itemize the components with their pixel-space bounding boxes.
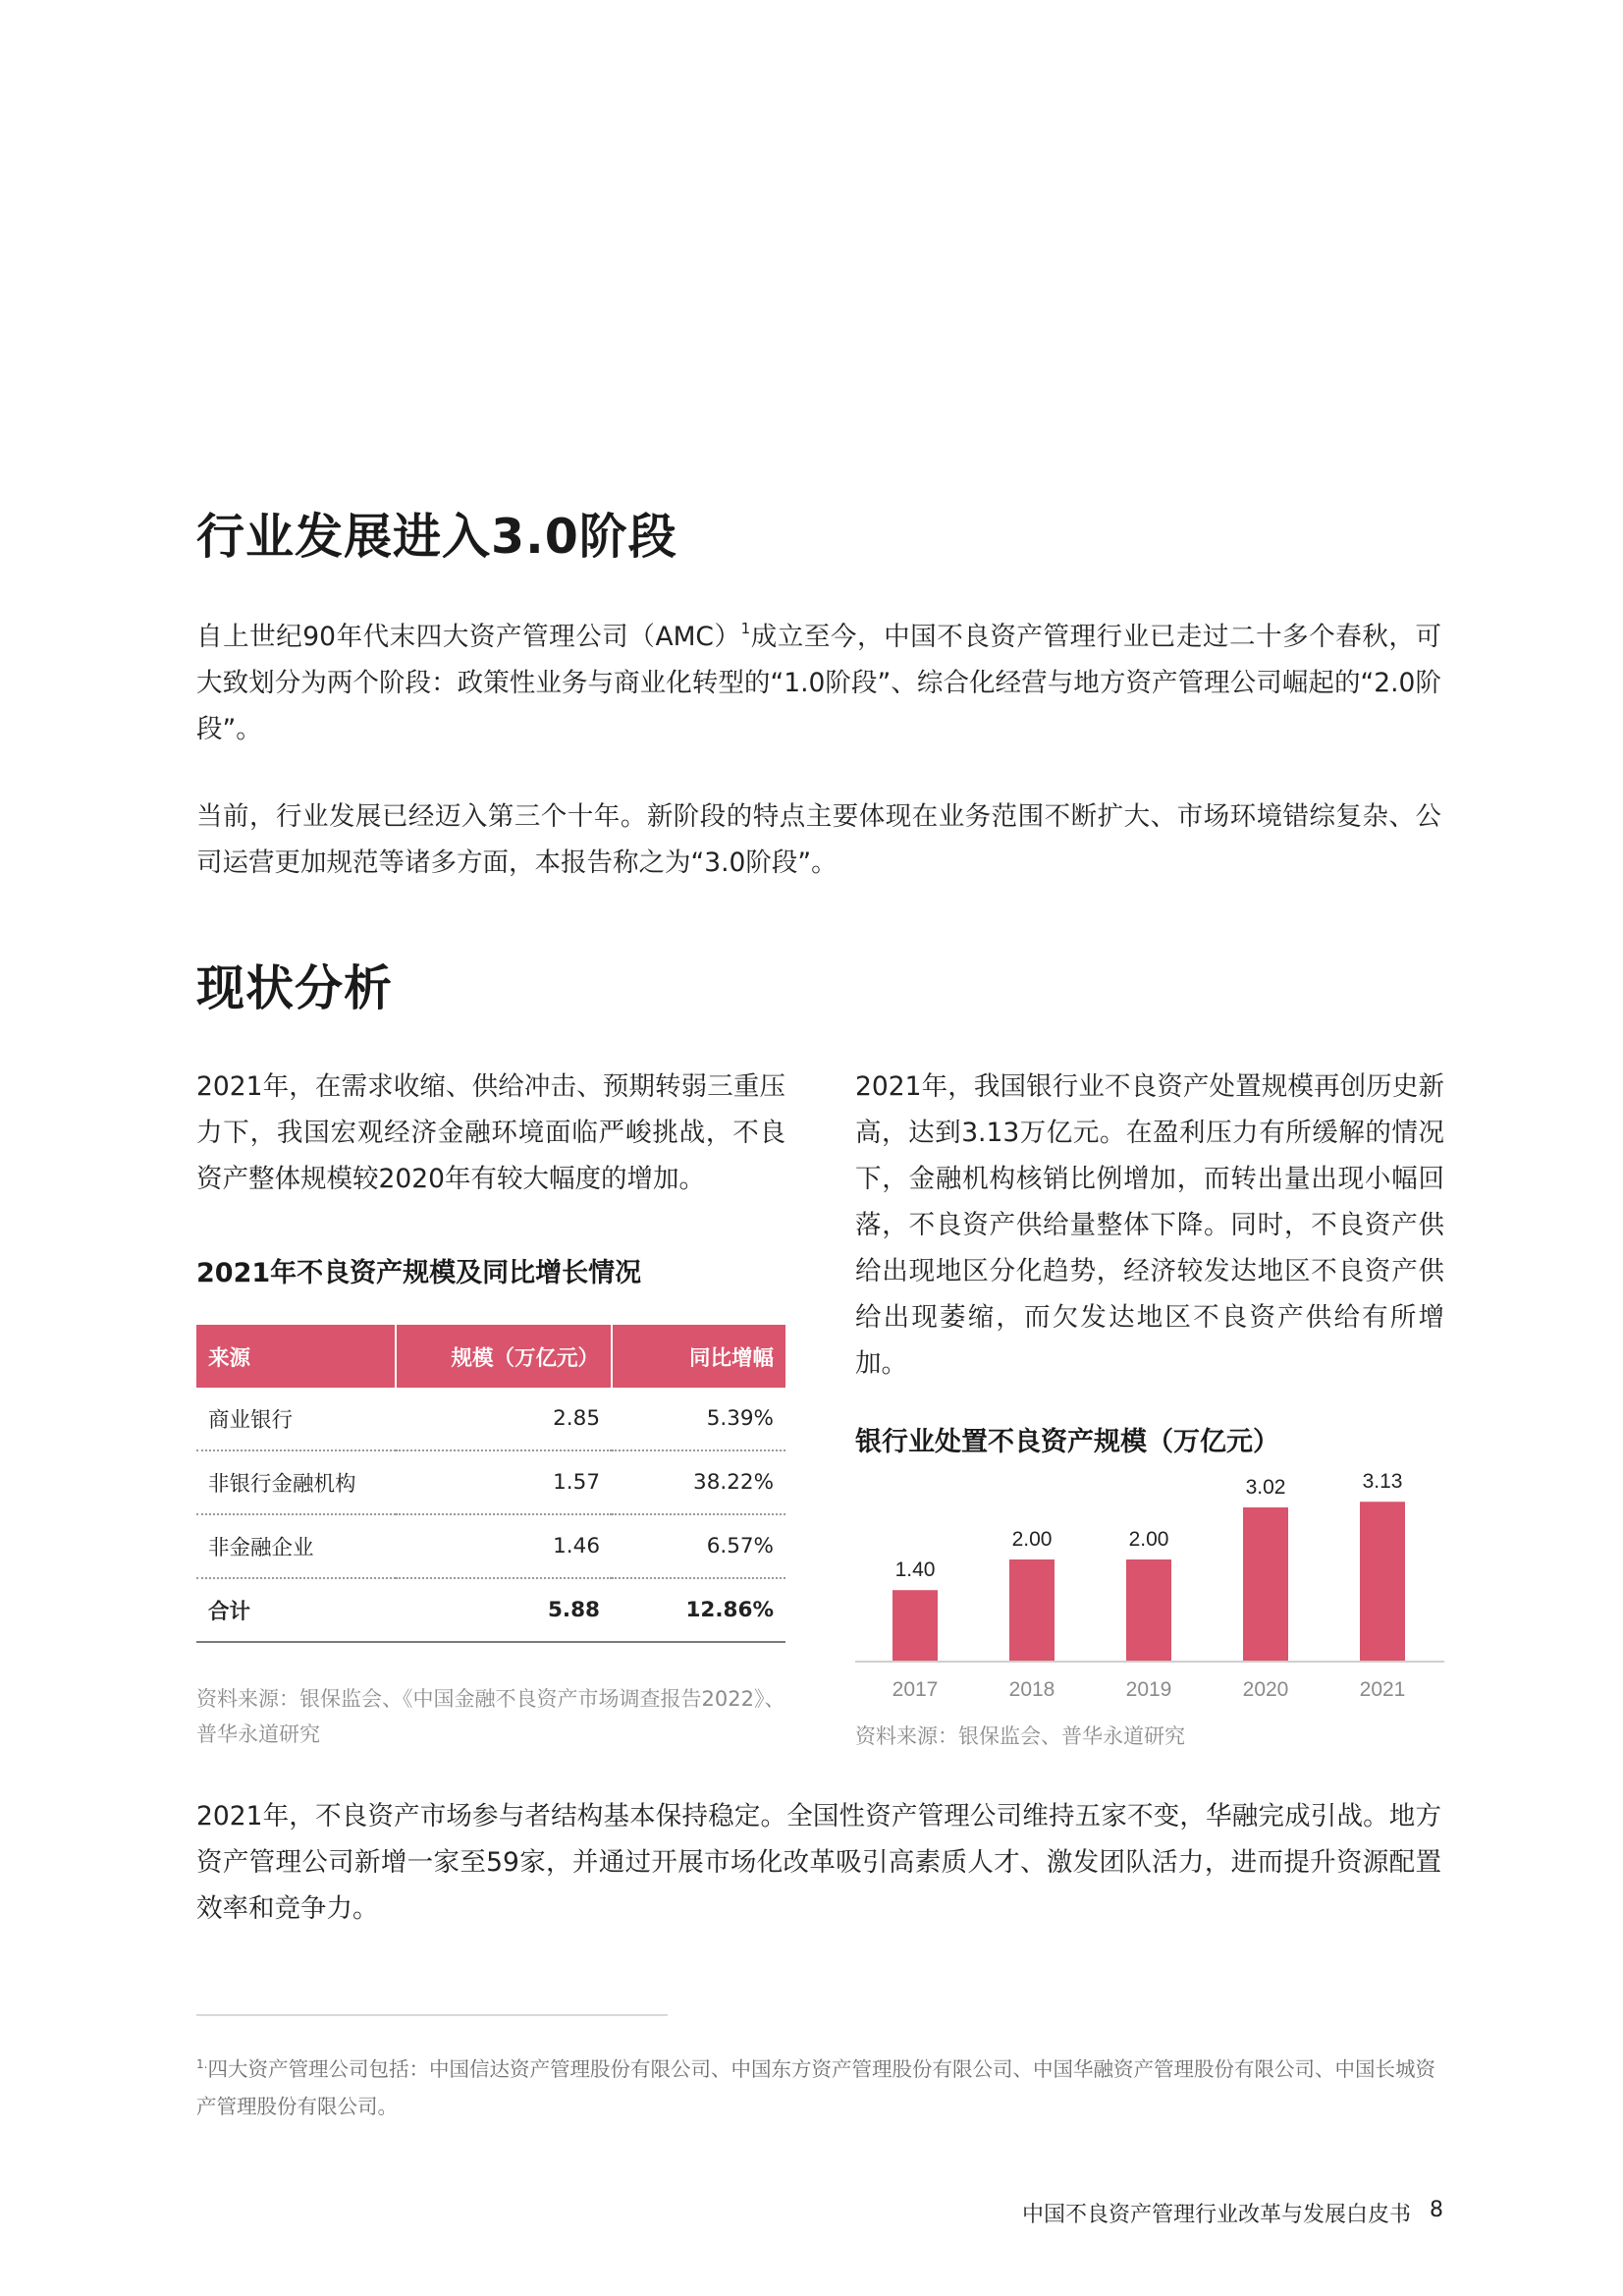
cell-total-label: 合计 [196,1578,396,1642]
bar-2017 [893,1590,938,1662]
npl-disposal-bar-chart [855,1453,1444,1709]
table-source: 资料来源：银保监会、《中国金融不良资产市场调查报告2022》、普华永道研究 [196,1687,785,1746]
x-tick-label: 2020 [1242,1678,1289,1701]
table-row [196,1514,785,1578]
header-growth: 同比增幅 [612,1325,785,1388]
header-scale: 规模（万亿元） [396,1325,612,1388]
cell-total-growth: 12.86% [612,1578,785,1642]
cell-scale: 1.46 [396,1514,612,1578]
bar-2018 [1009,1559,1055,1662]
cell-source: 商业银行 [196,1388,396,1450]
cell-growth: 38.22% [612,1450,785,1514]
section-title-stage: 行业发展进入3.0阶段 [196,509,677,565]
chart-source: 资料来源：银保监会、普华永道研究 [855,1724,1185,1748]
bar-2021 [1360,1502,1405,1662]
table-row [196,1388,785,1450]
footnote-text: 四大资产管理公司包括：中国信达资产管理股份有限公司、中国东方资产管理股份有限公司、中国华融资产管理股份有限公司、中国长城资产管理股份有限公司。 [196,2057,1435,2118]
footer-doc-title: 中国不良资产管理行业改革与发展白皮书 [1022,2203,1412,2227]
chart-title: 银行业处置不良资产规模（万亿元） [855,1427,1279,1457]
cell-source: 非金融企业 [196,1514,396,1578]
x-tick-label: 2021 [1359,1678,1406,1701]
intro-text-before: 自上世纪90年代末四大资产管理公司（AMC） [196,622,741,652]
stage-paragraph: 当前，行业发展已经迈入第三个十年。新阶段的特点主要体现在业务范围不断扩大、市场环境错综复杂、公司运营更加规范等诸多方面，本报告称之为“3.0阶段”。 [196,801,1441,878]
x-tick-label: 2019 [1125,1678,1172,1701]
value-label: 2.00 [1128,1528,1169,1551]
table-header-row [196,1325,785,1388]
footnote-marker: 1. [196,2057,208,2071]
left-paragraph: 2021年，在需求收缩、供给冲击、预期转弱三重压力下，我国宏观经济金融环境面临严峻挑战，不良资产整体规模较2020年有较大幅度的增加。 [196,1071,785,1194]
cell-growth: 6.57% [612,1514,785,1578]
intro-paragraph [196,614,1441,752]
footnote-divider [196,2014,668,2016]
footnote-ref: 1 [740,620,751,637]
cell-scale: 2.85 [396,1388,612,1450]
right-paragraph: 2021年，我国银行业不良资产处置规模再创历史新高，达到3.13万亿元。在盈利压力有所缓解的情况下，金融机构核销比例增加，而转出量出现小幅回落，不良资产供给量整体下降。同时，不良资产供给出现地区分化趋势，经济较发达地区不良资产供给出现萎缩，而欠发达地区不良资产供给有所增加。 [855,1071,1444,1379]
npl-scale-table [196,1325,785,1643]
value-label: 3.02 [1245,1475,1286,1499]
intro-text-after: 成立至今，中国不良资产管理行业已走过二十多个春秋，可大致划分为两个阶段：政策性业务与商业化转型的“1.0阶段”、综合化经营与地方资产管理公司崛起的“2.0阶段”。 [196,622,1442,744]
footnote [196,2050,1441,2125]
bar-2020 [1243,1507,1288,1662]
table-row [196,1450,785,1514]
header-source: 来源 [196,1325,396,1388]
section-title-status: 现状分析 [196,960,394,1016]
cell-source: 非银行金融机构 [196,1450,396,1514]
table-total-row [196,1578,785,1642]
x-tick-label: 2018 [1008,1678,1055,1701]
value-label: 2.00 [1011,1528,1053,1551]
page-number: 8 [1430,2198,1443,2222]
cell-scale: 1.57 [396,1450,612,1514]
cell-growth: 5.39% [612,1388,785,1450]
bar-2019 [1126,1559,1171,1662]
value-label: 3.13 [1362,1470,1403,1494]
market-structure-paragraph: 2021年，不良资产市场参与者结构基本保持稳定。全国性资产管理公司维持五家不变，华融完成引战。地方资产管理公司新增一家至59家，并通过开展市场化改革吸引高素质人才、激发团队活力，进而提升资源配置效率和竞争力。 [196,1801,1441,1924]
value-label: 1.40 [894,1558,936,1582]
cell-total-scale: 5.88 [396,1578,612,1642]
x-tick-label: 2017 [892,1678,939,1701]
table-title: 2021年不良资产规模及同比增长情况 [196,1258,642,1288]
